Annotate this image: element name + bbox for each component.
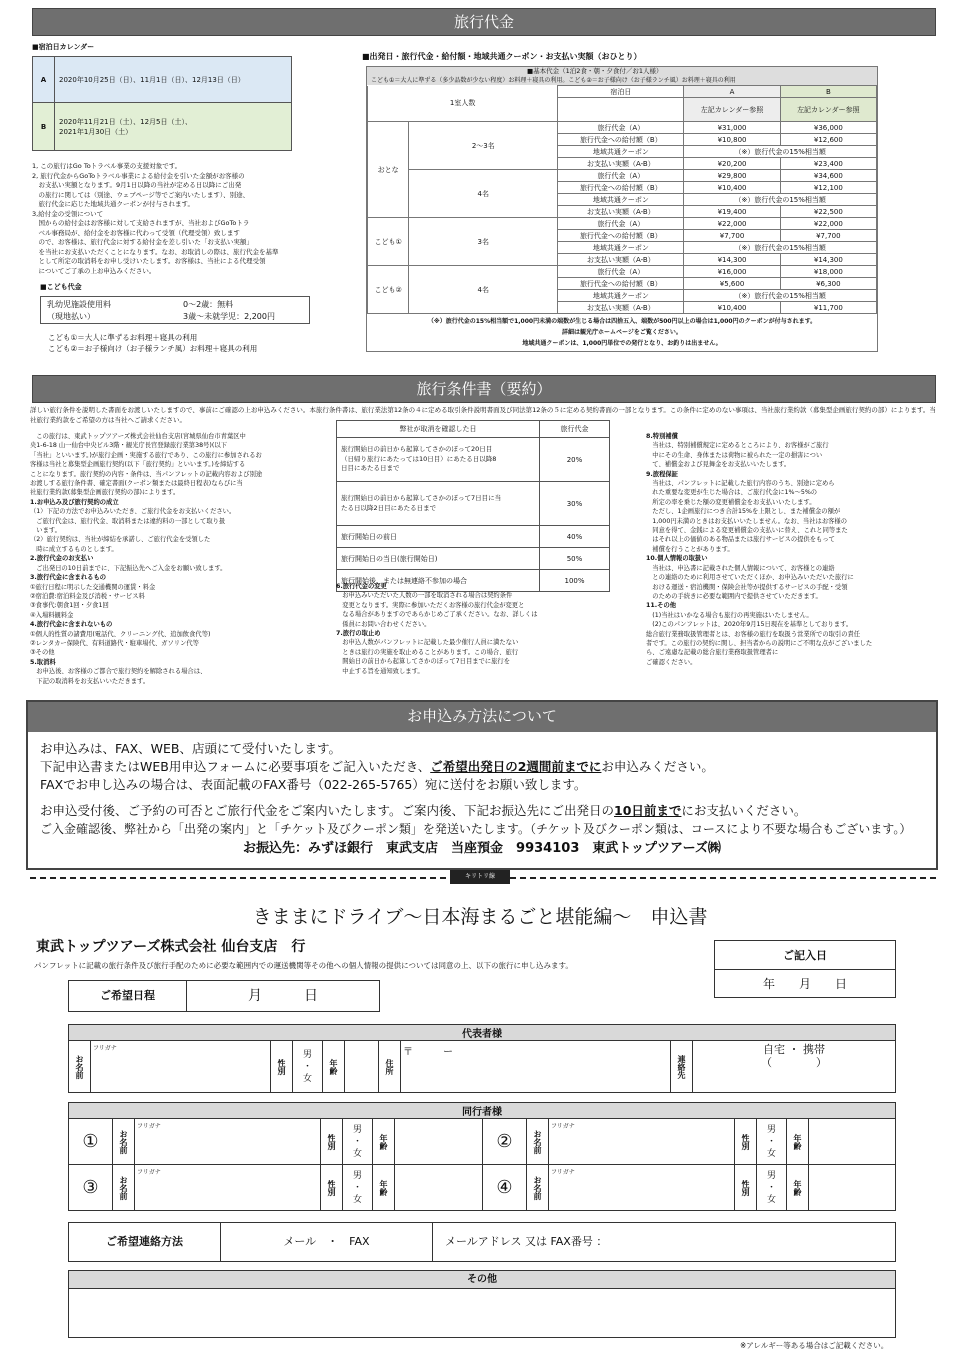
term-line: ③食事代:朝食1回・夕食1回 (30, 602, 109, 610)
term-line: ①旅行日程に明示した交通機関の運賃・料金 (30, 583, 156, 591)
term-line: ことになります。旅行契約の内容・条件は、当パンフレットの記載内容および別途 (30, 470, 263, 478)
contact-method-choice[interactable]: メール ・ FAX (221, 1223, 433, 1261)
room-count-header: 1室人数 (368, 86, 558, 122)
contact-method-row (68, 1222, 896, 1262)
value-a: ¥19,400 (684, 206, 780, 218)
note-line: ベル事務局が、給付金をお客様に代わって受領（代理受領）致します (32, 228, 240, 237)
table-row (337, 548, 610, 570)
col-a-header: A (684, 86, 780, 98)
child-note-1: こども①＝大人に準ずるお料理＋寝具の利用 (48, 333, 198, 342)
term-line: ②レンタカー保険代、有料道路代・駐車場代、ガソリン代等 (30, 639, 199, 647)
term-line: 者です。この旅行の契約に関し、担当者からの説明にご不明な点がございました (646, 639, 873, 647)
companion-name-field[interactable] (549, 1119, 735, 1165)
calendar-dates-a: 2020年10月25日（日）、11月1日（日）、12月13日（日） (55, 57, 292, 103)
item-label: お支払い実額（A-B） (558, 158, 684, 170)
coupon-value: （※）旅行代金の15%相当額 (684, 194, 877, 206)
value-a: ¥5,600 (684, 278, 780, 290)
term-line: ④入場料観料金 (30, 611, 74, 619)
cancel-when: 旅行開始後、または無連絡不参加の場合 (337, 570, 540, 592)
rep-contact-label: 連絡先 (677, 1054, 686, 1079)
calendar-label-b: B (33, 103, 55, 151)
term-line: お申込みいただいた人数の一部を取消される場合は契約条件 (336, 592, 513, 600)
term-line: お申込後、お客様のご都合で旅行契約を解除される場合は、 (30, 668, 207, 676)
terms-column-1 (30, 432, 322, 686)
term-line: 「当社」といいます。)が旅行企画・実施する旅行であり、この旅行に参加されるお (30, 451, 262, 459)
cancel-when: 旅行開始日の当日(旅行開始日) (337, 548, 540, 570)
term-line: 8.特別補償 (646, 433, 678, 440)
cat-adult: おとな (368, 122, 409, 218)
term-line: 下記の取消料をお支払いいただきます。 (30, 677, 150, 685)
fare-section-header: 旅行代金 (32, 8, 936, 36)
item-label: 地域共通クーポン (558, 242, 684, 254)
howto-text: お申込みください。 (601, 759, 714, 774)
term-line: 6.旅行代金の変更 (336, 583, 387, 590)
contact-method-label: ご希望連絡方法 (69, 1223, 221, 1261)
howto-text: 下記申込書またはWEB用申込フォームに必要事項をご記入いただき、 (40, 759, 431, 774)
value-a: ¥20,200 (684, 158, 780, 170)
item-label: お支払い実額（A-B） (558, 254, 684, 266)
coupon-value: （※）旅行代金の15%相当額 (684, 242, 877, 254)
rep-header: 代表者様 (69, 1025, 896, 1041)
cancel-when: 旅行開始日の前日 (337, 526, 540, 548)
companion-sex-field[interactable]: 男 ・ 女 (343, 1165, 373, 1211)
rep-sex-label: 性別 (277, 1058, 286, 1075)
child-fee-title: ■こども代金 (40, 283, 82, 291)
stay-date-header: 宿泊日 (558, 86, 684, 98)
fare-table (367, 85, 877, 314)
term-line: 中にその生命、身体または荷物に被られた一定の損害につい (646, 451, 823, 459)
howto-line-2 (40, 758, 924, 776)
value-b: ¥34,600 (780, 170, 876, 182)
furigana-label: フリガナ (137, 1169, 161, 1176)
cancel-fee-table (336, 420, 610, 592)
companion-name-label: お名前 (119, 1129, 128, 1154)
item-label: 旅行代金（A） (558, 122, 684, 134)
howto-line-4 (40, 802, 924, 820)
col-b-sub: 左記カレンダー参照 (780, 98, 876, 122)
companion-name-label: お名前 (533, 1175, 542, 1200)
term-line: 当社は、特別補償規定に定めるところにより、お客様がご旅行 (646, 442, 829, 450)
term-line: ら、ご遠慮な記載の総合旅行業務取扱管理者に (646, 649, 779, 657)
companion-age-label: 年齢 (379, 1133, 388, 1150)
howto-line-3: FAXでお申し込みの場合は、表面記載のFAX番号（022-265-5765）宛に送付をお願い致します。 (40, 777, 587, 792)
item-label: 旅行代金への給付額（B） (558, 230, 684, 242)
furigana-label: フリガナ (137, 1123, 161, 1130)
value-a: ¥10,800 (684, 134, 780, 146)
rep-address-field[interactable]: 〒 ー (401, 1041, 671, 1093)
howto-body (28, 732, 936, 866)
cut-line-label: キリトリ線 (450, 870, 510, 884)
value-b: ¥23,400 (780, 158, 876, 170)
cancel-rate: 20% (540, 438, 610, 482)
rep-address-label: 住所 (385, 1058, 394, 1075)
count-label: 3名 (409, 218, 558, 266)
value-a: ¥14,300 (684, 254, 780, 266)
coupon-value: （※）旅行代金の15%相当額 (684, 146, 877, 158)
cat-child-1: こども① (368, 218, 409, 266)
term-line: ご出発日の10日前までに、下記振込先へご入金をお願い致します。 (30, 564, 227, 572)
companion-sex-label: 性別 (327, 1133, 336, 1150)
value-b: ¥14,300 (780, 254, 876, 266)
value-a: ¥7,700 (684, 230, 780, 242)
count-label: 4名 (409, 170, 558, 218)
term-line: 10.個人情報の取扱い (646, 555, 708, 563)
rep-age-field[interactable] (345, 1041, 379, 1093)
howto-line-5: ご入金確認後、弊社から「出発の案内」と「チケット及びクーポン類」を発送いたします。（チケット及びクーポン類は、コースにより不要な場合もございます。） (40, 822, 912, 836)
rep-name-field[interactable] (91, 1041, 271, 1093)
term-line: 客様は当社と募集型企画旅行契約(以下「旅行契約」といいます。)を締結する (30, 461, 246, 469)
fare-footnote-2: 詳細は観光庁ホームページをご覧ください。 (562, 329, 682, 336)
calendar-dates-b: 2020年11月21日（土）、12月5日（土）、 2021年1月30日（土） (55, 103, 292, 151)
furigana-label: フリガナ (93, 1045, 117, 1052)
cancel-rate: 50% (540, 548, 610, 570)
fare-basic-note: ■基本代金（1泊2食・朝・夕食付／お1人様） (367, 67, 877, 76)
term-line: 補償を行うことがあります。 (646, 545, 734, 553)
howto-section-header: お申込み方法について (28, 702, 936, 732)
term-line: との連絡のために利用させていただくほか、お申込みいただいた旅行に (646, 574, 854, 582)
fare-child-desc: こども①＝大人に準ずる（多少品数が少ない程度）お料理＋寝具の利用。こども②＝お子様向け（お子様ランチ風）お料理＋寝具の利用 (367, 76, 877, 85)
fare-footnote-3: 地域共通クーポンは、1,000円単位での発行となり、お釣りは出ません。 (522, 340, 722, 347)
term-line: ご確認ください。 (646, 658, 697, 666)
child-fee-label: 乳幼児施設使用料 （現地払い） (47, 300, 111, 321)
rep-phone-field[interactable]: 自宅 ・ 携帯 （ ） (693, 1041, 896, 1093)
table-row (337, 526, 610, 548)
col-b-header: B (780, 86, 876, 98)
term-line: 中止する旨を通知致します。 (336, 667, 424, 675)
term-line: 時に成立するものとします。 (30, 545, 118, 553)
item-label: お支払い実額（A-B） (558, 302, 684, 314)
cancel-rate: 30% (540, 482, 610, 526)
companion-number: ② (483, 1119, 527, 1165)
value-b: ¥12,100 (780, 182, 876, 194)
term-line: 係員にお問い合わせください。 (336, 620, 431, 628)
term-line: て、補償金および見舞金をお支払いいたします。 (646, 461, 791, 469)
entry-date-box (714, 940, 896, 998)
note-line: 国からの給付金はお客様に対して支給されますが、当社およびGoToトラ (32, 219, 250, 227)
howto-line-1: お申込みは、FAX、WEB、店頭にて受付いたします。 (40, 741, 341, 756)
term-line: 当社は、パンフレットに記載した旅行内容のうち、別途に定めら (646, 480, 835, 488)
value-b: ¥7,700 (780, 230, 876, 242)
term-line: います。 (30, 527, 61, 535)
note-line: として所定の取消料をお申し受けいたします。お客様は、当社による代理受領 (32, 257, 266, 265)
value-a: ¥22,000 (684, 218, 780, 230)
term-line: 2.旅行代金のお支払い (30, 555, 94, 563)
term-line: 変更となります。実際に参加いただくお客様の旅行代金が変更と (336, 601, 525, 609)
companion-name-field[interactable] (549, 1165, 735, 1211)
terms-column-3 (646, 432, 936, 667)
terms-section-header: 旅行条件書（要約） (32, 375, 936, 403)
count-label: 2～3名 (409, 122, 558, 170)
companion-age-field[interactable] (809, 1119, 896, 1165)
companion-age-field[interactable] (809, 1165, 896, 1211)
term-line: れた重要な変更が生じた場合は、ご旅行代金に1%～5%の (646, 489, 818, 497)
companion-name-field[interactable] (135, 1165, 321, 1211)
term-line: ときは旅行の実施を取止めることがあります。この場合、旅行 (336, 648, 519, 656)
term-line: 当社は、申込書に記載された個人情報について、お客様との連絡 (646, 564, 835, 572)
other-field[interactable] (69, 1289, 895, 1337)
companion-sex-field[interactable]: 男 ・ 女 (757, 1165, 787, 1211)
term-line: ①個人的性質の諸費用(電話代、クリーニング代、追加飲食代等) (30, 630, 211, 638)
companion-sex-label: 性別 (327, 1179, 336, 1196)
cancel-rate: 100% (540, 570, 610, 592)
table-row (368, 218, 877, 230)
value-b: ¥36,000 (780, 122, 876, 134)
value-b: ¥6,300 (780, 278, 876, 290)
table-row (368, 170, 877, 182)
other-label: その他 (69, 1271, 895, 1289)
term-line: なる場合がありますのであらかじめご了承ください。なお、詳しくは (336, 611, 538, 619)
value-a: ¥16,000 (684, 266, 780, 278)
cancel-header-rate: 旅行代金 (540, 421, 610, 438)
companion-sex-field[interactable]: 男 ・ 女 (757, 1119, 787, 1165)
term-line: 同意を得て、金銭による変更補償金の支払いに替え、これと同等また (646, 527, 848, 535)
desired-date-field[interactable]: 月 日 (248, 988, 318, 1004)
cancel-rate: 40% (540, 526, 610, 548)
table-row (337, 482, 610, 526)
terms-intro: 詳しい旅行条件を説明した書面をお渡しいたしますので、事前にご確認の上お申込みください。本旅行条件書は、旅行業法第12条の４に定める取引条件説明書面及び同法第12条の５に定める契約書面の一部となります。この条件に定めのない事項は、当社旅行業約款（募集型企画旅行契約の部）によります。当社旅行業約款をご希望の方は当社へご請求ください。 (30, 406, 936, 424)
companion-name-field[interactable] (135, 1119, 321, 1165)
note-line: の旅行に関しては（別途、ウェブページ等でご案内いたします）、別途、 (32, 190, 250, 199)
item-label: 地域共通クーポン (558, 194, 684, 206)
value-b: ¥12,600 (780, 134, 876, 146)
term-line: 11.その他 (646, 602, 677, 610)
coupon-value: （※）旅行代金の15%相当額 (684, 290, 877, 302)
term-line: ②宿泊費:宿泊料金及び消税・サービス料 (30, 592, 145, 600)
companion-age-label: 年齢 (793, 1133, 802, 1150)
table-row (368, 266, 877, 278)
term-line: 9.旅程保証 (646, 470, 678, 478)
companion-number: ④ (483, 1165, 527, 1211)
rep-name-label: お名前 (75, 1054, 84, 1079)
bank-info: お振込先：みずほ銀行 東武支店 当座預金 9934103 東武トップツアーズ㈱ (243, 841, 721, 856)
term-line: 所定の率を乗じた額の変更補償金をお支払いいたします。 (646, 498, 816, 506)
companions-header: 同行者様 (69, 1103, 896, 1119)
companion-number: ③ (69, 1165, 113, 1211)
table-row (337, 438, 610, 482)
companion-number: ① (69, 1119, 113, 1165)
contact-address-field[interactable]: メールアドレス 又は FAX番号 ： (445, 1235, 608, 1248)
child-fee-box (40, 296, 310, 324)
value-b: ¥22,000 (780, 218, 876, 230)
note-line: 2, 旅行代金からGoToトラベル事業による給付金を引いた金額がお客様の (32, 171, 245, 180)
item-label: 地域共通クーポン (558, 290, 684, 302)
value-a: ¥10,400 (684, 302, 780, 314)
furigana-label: フリガナ (551, 1123, 575, 1130)
companion-sex-label: 性別 (741, 1179, 750, 1196)
term-line: 社旅行業約款(募集型企画旅行契約の部)によります。 (30, 489, 180, 497)
companion-age-field[interactable] (395, 1165, 483, 1211)
form-addressee: 東武トップツアーズ株式会社 仙台支店 行 (36, 939, 306, 955)
term-line: 央1-6-18 山一仙台中央ビル3階・観光庁長官登録旅行業第38号)(以下 (30, 442, 227, 450)
item-label: 旅行代金への給付額（B） (558, 134, 684, 146)
howto-text: にお支払いください。 (681, 803, 807, 818)
note-line: についてご了承の上お申込みください。 (32, 266, 156, 275)
companion-sex-field[interactable]: 男 ・ 女 (343, 1119, 373, 1165)
fare-table-title: ■出発日・旅行代金・給付額・地域共通クーポン・お支払い実額（おひとり） (362, 52, 642, 61)
note-line: を当社にお支払いただくことになります。なお、お取消しの際は、旅行代金を基準 (32, 247, 279, 256)
note-line: お支払い実額となります。9月1日以降の当社が定める日以降にご出発 (32, 181, 242, 189)
term-line: （2）旅行契約は、当社が締結を承諾し、ご旅行代金を受領した (30, 536, 211, 544)
item-label: 旅行代金（A） (558, 218, 684, 230)
howto-box (26, 700, 938, 870)
col-a-sub: 左記カレンダー参照 (684, 98, 780, 122)
item-label: 旅行代金への給付額（B） (558, 278, 684, 290)
item-label: 地域共通クーポン (558, 146, 684, 158)
item-label: 旅行代金への給付額（B） (558, 182, 684, 194)
term-line: 4.旅行代金に含まれないもの (30, 621, 113, 629)
calendar-title: ■宿泊日カレンダー (32, 43, 95, 51)
term-line: 5.取消料 (30, 658, 56, 666)
terms-column-2 (336, 582, 616, 676)
desired-date-box (68, 980, 380, 1012)
term-line: （1）下記の方法でお申込みいただき、ご旅行代金をお支払いください。 (30, 508, 236, 516)
term-line: 7.旅行の取止め (336, 630, 381, 638)
term-line: 1.お申込み及び旅行契約の成立 (30, 498, 119, 506)
term-line: 3.旅行代金に含まれるもの (30, 574, 107, 582)
entry-date-field[interactable]: 年 月 日 (762, 977, 847, 991)
form-title: きままにドライブ～日本海まるごと堪能編～ 申込書 (252, 906, 708, 928)
value-a: ¥29,800 (684, 170, 780, 182)
howto-text: お申込受付後、ご予約の可否とご旅行代金をご案内いたします。ご案内後、下記お振込先にご出発日の (40, 803, 615, 818)
value-a: ¥31,000 (684, 122, 780, 134)
value-b: ¥11,700 (780, 302, 876, 314)
cat-child-2: こども② (368, 266, 409, 314)
companion-sex-label: 性別 (741, 1133, 750, 1150)
child-fee-block (40, 282, 310, 354)
calendar-block (32, 42, 292, 151)
note-line: ので、お客様は、旅行代金に対する給付金を差し引いた「お支払い実額」 (32, 238, 253, 246)
term-line: ご旅行代金は、旅行代金、取消料または違約料の一部として取り扱 (30, 517, 226, 525)
value-a: ¥10,400 (684, 182, 780, 194)
term-line: ただし、1企画旅行につき合計15%を上限とし、また補償金の額が (646, 508, 841, 516)
term-line: ③その他 (30, 649, 55, 657)
note-line: 旅行代金に応じた地域共通クーポンが付与されます。 (32, 200, 194, 208)
companion-age-field[interactable] (395, 1119, 483, 1165)
fare-table-block (362, 52, 882, 352)
desired-date-label: ご希望日程 (69, 981, 187, 1011)
calendar-table (32, 56, 292, 151)
cancel-when: 旅行開始日の前日から起算してさかのぼって20日目 （日帰り旅行にあたっては10日目）にあたる日以降8 日目にあたる日まで (337, 438, 540, 482)
term-line: この旅行は、東武トップツアーズ株式会社仙台支店(宮城県仙台市青葉区中 (30, 433, 246, 440)
cancel-when: 旅行開始日の前日から起算してさかのぼって7日目に当 たる日以降2日目にあたる日まで (337, 482, 540, 526)
howto-emphasis: 10日前まで (614, 803, 682, 818)
companion-name-label: お名前 (533, 1129, 542, 1154)
calendar-label-a: A (33, 57, 55, 103)
allergy-note: ※アレルギー等ある場合はご記載ください。 (740, 1341, 889, 1350)
term-line: (1)当社はいかなる場合も旅行の再実施はいたしません。 (646, 611, 813, 619)
value-b: ¥22,500 (780, 206, 876, 218)
note-line: 1, この旅行はGo Toトラベル事業の支援対象です。 (32, 162, 182, 170)
representative-table (68, 1024, 896, 1093)
entry-date-label: ご記入日 (715, 941, 895, 970)
howto-emphasis: ご希望出発日の2週間前までに (430, 759, 602, 774)
cancel-header-when: 弊社が取消を確認した日 (337, 421, 540, 438)
fare-footnote-1: （※）旅行代金の15%相当額で1,000円未満の端数が生じる場合は四捨五入、端数が500円以上の場合は1,000円のクーポンが付与されます。 (427, 318, 817, 325)
value-b: ¥18,000 (780, 266, 876, 278)
item-label: 旅行代金（A） (558, 266, 684, 278)
child-fee-values: 0～2歳：無料 3歳～未就学児：2,200円 (183, 300, 275, 321)
furigana-label: フリガナ (551, 1169, 575, 1176)
term-line: お申込人数がパンフレットに記載した最少催行人員に満たない (336, 639, 519, 647)
term-line: 開始日の前日から起算してさかのぼって7日目までに旅行を (336, 658, 511, 666)
rep-sex-field[interactable]: 男 ・ 女 (293, 1041, 323, 1093)
companion-name-label: お名前 (119, 1175, 128, 1200)
term-line: はそれ以上の価値のある物品または旅行サービスの提供をもって (646, 536, 835, 544)
fare-table-frame (366, 66, 878, 352)
gotravel-notes (32, 162, 300, 276)
rep-age-label: 年齢 (329, 1058, 338, 1075)
note-line: 3,給付金の受領について (32, 209, 104, 218)
term-line: 総合旅行業務取扱管理者とは、お客様の旅行を取扱う営業所での取引の責任 (646, 630, 861, 638)
item-label: 旅行代金（A） (558, 170, 684, 182)
term-line: 1,000円未満のときはお支払いいたしません。なお、当社はお客様の (646, 517, 848, 525)
companion-age-label: 年齢 (793, 1179, 802, 1196)
term-line: (2)このパンフレットは、2020年9月15日現在を基準としております。 (646, 621, 853, 629)
companions-table (68, 1102, 896, 1211)
consent-text: パンフレットに記載の旅行条件及び旅行手配のために必要な範囲内での運送機関等その他への個人情報の提供については同意の上、以下の旅行に申し込みます。 (34, 961, 573, 970)
term-line: お渡しする旅行条件書、確定書面(クーポン類または最終日程表)ならびに当 (30, 480, 243, 488)
term-line: のための手続きに必要な範囲内で提供させていただきます。 (646, 592, 822, 600)
other-box (68, 1270, 896, 1338)
term-line: おける運送・宿泊機関・保険会社等が提供するサービスの手配・受領 (646, 583, 848, 591)
item-label: お支払い実額（A-B） (558, 206, 684, 218)
companion-age-label: 年齢 (379, 1179, 388, 1196)
child-note-2: こども②＝お子様向け（お子様ランチ風）お料理＋寝具の利用 (48, 344, 258, 353)
table-row (368, 122, 877, 134)
count-label: 4名 (409, 266, 558, 314)
